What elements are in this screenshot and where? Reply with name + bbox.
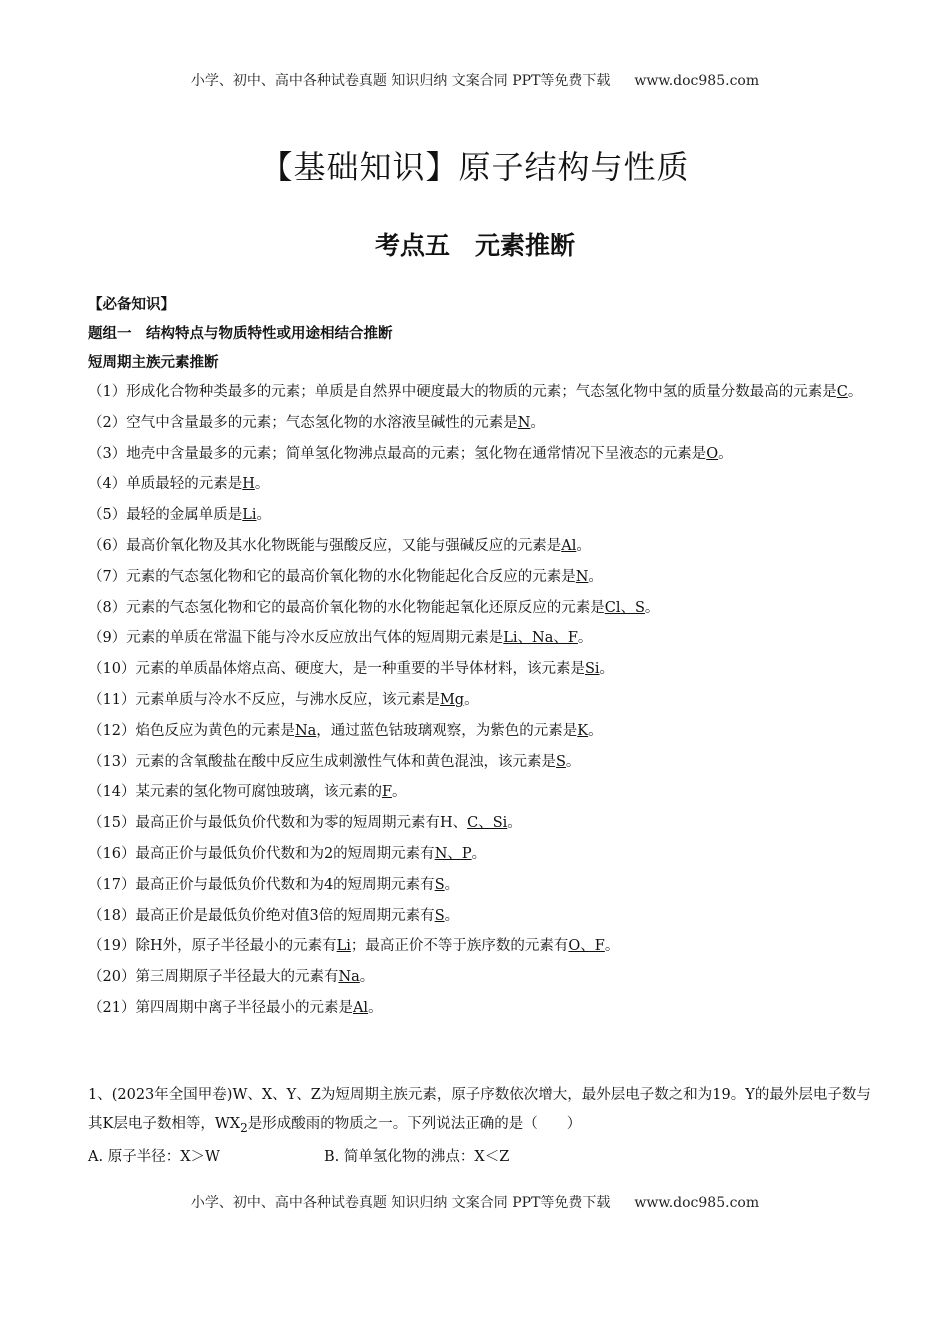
group-title: 题组一 结构特点与物质特性或用途相结合推断 [88,325,393,342]
answer: C、Si [467,815,508,832]
answer: Cl、S [604,599,645,616]
list-item: （21）第四周期中离子半径最小的元素是Al。 [88,999,383,1016]
answer: H [242,476,255,493]
list-item: （7）元素的气态氢化物和它的最高价氧化物的水化物能起化合反应的元素是N。 [88,568,603,585]
sub-title: 短周期主族元素推断 [88,354,219,371]
answer: Na [338,969,360,986]
list-item: （18）最高正价是最低负价绝对值3倍的短周期元素有S。 [88,907,460,924]
question-options [88,1143,878,1172]
answer: K [577,722,589,739]
list-item: （13）元素的含氧酸盐在酸中反应生成刺激性气体和黄色混浊，该元素是S。 [88,753,581,770]
answer: N [517,414,531,431]
answer: Mg [439,691,465,708]
option-a: A. 原子半径：X＞W [88,1148,220,1165]
answer: N、P [434,845,472,862]
list-item: （20）第三周期原子半径最大的元素有Na。 [88,969,375,986]
page-header [0,70,950,90]
answer: Li [336,938,351,955]
list-item: （16）最高正价与最低负价代数和为2的短周期元素有N、P。 [88,845,487,862]
list-item: （4）单质最轻的元素是H。 [88,476,270,493]
list-item: （15）最高正价与最低负价代数和为零的短周期元素有H、C、Si。 [88,815,522,832]
list-item: （14）某元素的氢化物可腐蚀玻璃，该元素的F。 [88,784,407,801]
list-item: （8）元素的气态氢化物和它的最高价氧化物的水化物能起氧化还原反应的元素是Cl、S。 [88,599,660,616]
list-item: （3）地壳中含量最多的元素；简单氢化物沸点最高的元素；氢化物在通常情况下呈液态的元素是O。 [88,445,733,462]
header-url[interactable]: www.doc985.com [634,73,760,89]
answer: Li、Na、F [503,630,578,647]
answer: N [575,568,589,585]
page-footer [0,1192,950,1212]
list-item: （17）最高正价与最低负价代数和为4的短周期元素有S。 [88,876,460,893]
option-b: B. 简单氢化物的沸点：X＜Z [324,1148,510,1165]
section-label: 【必备知识】 [88,296,175,313]
answer: Si [584,661,600,678]
list-item: （11）元素单质与冷水不反应，与沸水反应，该元素是Mg。 [88,691,479,708]
list-item: （6）最高价氧化物及其水化物既能与强酸反应，又能与强碱反应的元素是Al。 [88,537,591,554]
answer: O [706,445,719,462]
list-item: （12）焰色反应为黄色的元素是Na，通过蓝色钴玻璃观察，为紫色的元素是K。 [88,722,603,739]
answer: F [381,784,393,801]
question-block [88,1081,878,1172]
answer: C [836,384,848,400]
answer: Al [561,537,577,554]
answer: S [434,907,445,924]
list-item: （5）最轻的金属单质是Li。 [88,507,272,524]
footer-url[interactable]: www.doc985.com [634,1195,760,1211]
list-item: （9）元素的单质在常温下能与冷水反应放出气体的短周期元素是Li、Na、F。 [88,630,593,647]
page-title: 【基础知识】原子结构与性质 [260,148,690,186]
answer: O、F [568,938,605,955]
page-subtitle: 考点五 元素推断 [374,231,575,260]
answer: S [434,876,445,893]
list-item: （2）空气中含量最多的元素；气态氢化物的水溶液呈碱性的元素是N。 [88,414,545,431]
answer: Na [294,722,317,739]
answer: Li [242,507,257,524]
knowledge-list [88,377,878,1024]
footer-text: 小学、初中、高中各种试卷真题 知识归纳 文案合同 PPT等免费下载 [190,1195,611,1211]
answer: Al [352,999,369,1016]
list-item: （1）形成化合物种类最多的元素；单质是自然界中硬度最大的物质的元素；气态氢化物中氢的质量分数最高的元素是C。 [88,384,863,400]
list-item: （10）元素的单质晶体熔点高、硬度大，是一种重要的半导体材料，该元素是Si。 [88,661,615,678]
question-stem: 1、(2023年全国甲卷)W、X、Y、Z为短周期主族元素，原子序数依次增大，最外层电子数之和为19。Y的最外层电子数与其K层电子数相等，$WX_2$是形成酸雨的物质之一。下列说法正确的是（ ） [88,1087,871,1135]
header-text: 小学、初中、高中各种试卷真题 知识归纳 文案合同 PPT等免费下载 [190,73,611,89]
list-item: （19）除H外，原子半径最小的元素有Li；最高正价不等于族序数的元素有O、F。 [88,938,620,955]
answer: S [555,753,566,770]
